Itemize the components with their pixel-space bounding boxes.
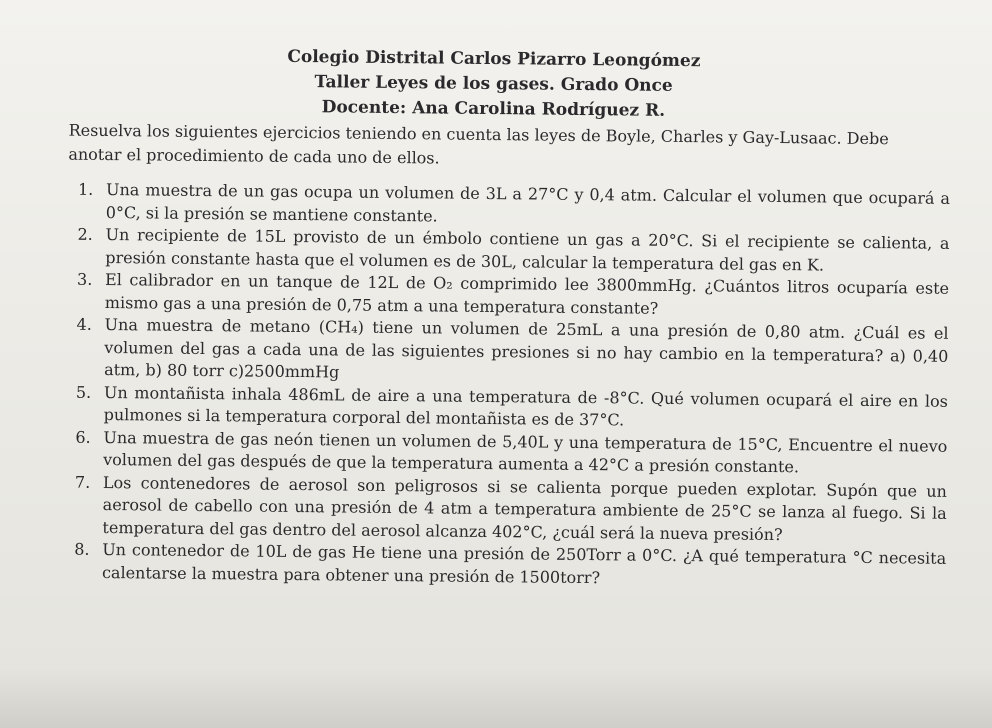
exercise-text: Una muestra de metano (CH₄) tiene un volumen de 25mL a una presión de 0,80 atm. ¿Cuál es el volumen del gas a cada una de las siguientes presiones si no hay cambio en la temperatura? a) 0,40 atm, b) 80 torr c)2500mmHg xyxy=(104,314,949,382)
photo-shadow xyxy=(0,668,992,728)
exercise-text: Los contenedores de aerosol son peligrosos si se calienta porque pueden explotar. Supón que un aerosol de cabello con una presión de 4 atm a temperatura ambiente de 25°C se lanza al fuego. Si la temperatura del gas dentro del aerosol alcanza 402°C, ¿cuál será la nueva presión? xyxy=(102,472,948,544)
exercise-number: 7. xyxy=(74,472,91,492)
exercise-text: Una muestra de gas neón tienen un volumen de 5,40L y una temperatura de 15°C, Encuentre el nuevo volumen del gas después de que la temperatura aumenta a 42°C a presión constante. xyxy=(103,427,948,477)
instructions-line-2: anotar el procedimiento de cada uno de ellos. xyxy=(68,144,440,168)
exercise-number: 8. xyxy=(74,539,90,559)
worksheet-paper xyxy=(5,0,977,710)
instructions-line-1: Resuelva los siguientes ejercicios teniendo en cuenta las leyes de Boyle, Charles y Gay-Lusaac. Debe xyxy=(68,120,889,149)
exercise-text: Un recipiente de 15L provisto de un émbolo contiene un gas a 20°C. Si el recipiente se calienta, a presión constante hasta que el volumen es de 30L, calcular la temperatura del gas en K. xyxy=(105,224,950,275)
exercise-text: Una muestra de un gas ocupa un volumen de 3L a 27°C y 0,4 atm. Calcular el volumen que ocupará a 0°C, si la presión se mantiene constante. xyxy=(105,179,951,225)
exercise-number: 1. xyxy=(77,179,94,199)
school-name: Colegio Distrital Carlos Pizarro Leongómez xyxy=(287,46,701,72)
exercise-item xyxy=(68,314,949,391)
exercise-list xyxy=(66,179,950,593)
instructions xyxy=(68,119,943,176)
exercise-number: 4. xyxy=(76,314,92,334)
exercise-number: 5. xyxy=(75,382,92,402)
workshop-title: Taller Leyes de los gases. Grado Once xyxy=(314,72,673,96)
exercise-number: 6. xyxy=(75,427,91,447)
exercise-item xyxy=(66,471,947,548)
teacher-name: Docente: Ana Carolina Rodríguez R. xyxy=(321,97,666,121)
exercise-number: 3. xyxy=(76,269,93,289)
exercise-number: 2. xyxy=(77,224,93,244)
exercise-text: Un contenedor de 10L de gas He tiene una presión de 250Torr a 0°C. ¿A qué temperatura °C necesita calentarse la muestra para obtener una presión de 1500torr? xyxy=(101,539,947,587)
exercise-item xyxy=(66,539,946,593)
exercise-text: El calibrador en un tanque de 12L de O₂ comprimido lee 3800mmHg. ¿Cuántos litros ocuparía este mismo gas a una presión de 0,75 atm a una temperatura constante? xyxy=(104,269,950,318)
exercise-text: Un montañista inhala 486mL de aire a una temperatura de -8°C. Qué volumen ocupará el aire en los pulmones si la temperatura corporal del montañista es de 37°C. xyxy=(103,382,948,430)
worksheet-header xyxy=(11,42,977,127)
